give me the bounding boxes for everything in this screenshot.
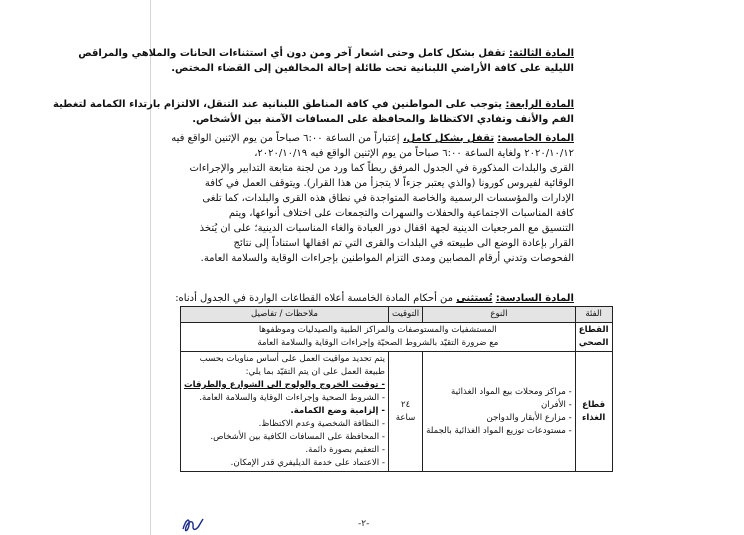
table-row-health — [181, 323, 613, 352]
article-5-line: ٢٠٢٠/١٠/١٢ ولغاية الساعة ٦:٠٠ صباحاً من يوم الإثنين الواقع فيه ٢٠٢٠/١٠/١٩، — [254, 148, 574, 159]
article-3-label: المادة الثالثة: — [508, 48, 574, 59]
food-type-item: - الأفران — [541, 399, 572, 410]
article-6-text: من أحكام المادة الخامسة أعلاه القطاعات الواردة في الجدول أدناه: — [175, 293, 454, 304]
notes-line: - الاعتماد على خدمة الديليفري قدر الإمكان. — [230, 458, 385, 468]
notes-line: - الشروط الصحية وإجراءات الوقاية والسلامة العامة. — [199, 393, 385, 403]
header-notes: ملاحظات / تفاصيل — [181, 307, 389, 323]
health-text-line: مع ضرورة التقيّد بالشروط الصحيّة وإجراءات الوقاية والسلامة العامة — [257, 338, 499, 348]
article-3 — [78, 46, 574, 76]
notes-line: - المحافظة على المسافات الكافية بين الأشخاص. — [210, 432, 385, 442]
notes-line: - التعقيم بصورة دائمة. — [305, 445, 385, 455]
article-5-emphasis: تقفل بشكل كامل، — [402, 133, 495, 144]
article-3-line: تقفل بشكل كامل وحتى اشعار آخر ومن دون أي استثناءات الحانات والملاهي والمراقص — [78, 48, 506, 59]
scan-edge-line — [150, 0, 151, 535]
notes-line-emphasis: - توقيت الخروج والولوج الى الشوارع والطرقات — [184, 380, 385, 390]
health-details-cell — [181, 323, 576, 352]
header-sector: الفئة — [575, 307, 612, 323]
food-notes-cell — [181, 352, 389, 472]
article-4-label: المادة الرابعة: — [505, 99, 574, 110]
article-6-emphasis: تُستثنى — [456, 293, 493, 304]
article-5-line: الوقائية لفيروس كورونا (والذي يعتبر جزءاً لا يتجزأ من هذا القرار). ويتوقف العمل في كافة — [204, 178, 574, 189]
food-type-item: - مزارع الأبقار والدواجن — [486, 412, 572, 423]
article-6 — [144, 291, 574, 306]
notes-line-emphasis: - إلزامية وضع الكمامة. — [290, 406, 385, 416]
header-time: التوقيت — [388, 307, 422, 323]
food-time-cell: ٢٤ ساعة — [388, 352, 422, 472]
article-4-line: الفم والأنف وتفادي الاكتظاظ والمحافظة على المسافات الآمنة بين الأشخاص. — [192, 114, 574, 125]
signature-mark — [180, 515, 206, 535]
article-5-line: الفحوصات وتدني أرقام المصابين ومدى التزام المواطنين بإجراءات الوقاية والسلامة العامة. — [200, 253, 574, 264]
health-sector-cell: القطاع الصحي — [575, 323, 612, 352]
article-5-line: الإدارات والمؤسسات الرسمية والخاصة المتواجدة في نطاق هذه القرى والبلدات، كما تلغى — [202, 193, 574, 204]
header-type: النوع — [423, 307, 576, 323]
article-5-line: القرى والبلدات المذكورة في الجدول المرفق ربطاً كما ورد من لجنة متابعة التدابير والإجراءات — [189, 163, 574, 174]
table-header-row — [181, 307, 613, 323]
exceptions-table — [180, 306, 613, 472]
health-text-line: المستشفيات والمستوصفات والمراكز الطبية والصيدليات وموظفوها — [258, 325, 497, 335]
article-4 — [53, 97, 574, 127]
article-5-line: التنسيق مع المرجعيات الدينية لجهة اقفال دور العبادة والغاء المناسبات الدينية؛ على ان يُتخذ — [199, 223, 574, 234]
article-5 — [144, 131, 574, 266]
table-row-food — [181, 352, 613, 472]
article-5-line: كافة المناسبات الاجتماعية والحفلات والسهرات والتجمعات على اختلاف أنواعها، ويتم — [228, 208, 574, 219]
article-5-label: المادة الخامسة: — [497, 133, 574, 144]
food-types-cell — [423, 352, 576, 472]
article-4-line: يتوجب على المواطنين في كافة المناطق اللبنانية عند التنقل، الالتزام بارتداء الكمامة لتغطية — [53, 99, 503, 110]
food-type-item: - مستودعات توزيع المواد الغذائية بالجملة — [426, 425, 572, 436]
article-3-line: الليلية على كافة الأراضي اللبنانية تحت طائلة إحالة المخالفين إلى القضاء المختص. — [171, 63, 574, 74]
food-sector-cell: قطاع الغذاء — [575, 352, 612, 472]
food-type-item: - مراكز ومحلات بيع المواد الغذائية — [451, 386, 572, 397]
notes-line: طبيعة العمل على ان يتم التقيّد بما يلي: — [245, 367, 385, 377]
notes-line: - النظافة الشخصية وعدم الاكتظاظ. — [258, 419, 385, 429]
article-6-label: المادة السادسة: — [495, 293, 574, 304]
page-number: -٢- — [358, 519, 370, 529]
article-5-line: إعتباراً من الساعة ٦:٠٠ صباحاً من يوم الإثنين الواقع فيه — [171, 133, 400, 144]
article-5-line: القرار بإعادة الوضع الى طبيعته في البلدات والقرى التي تم اقفالها استناداً إلى نتائج — [233, 238, 574, 249]
notes-line: يتم تحديد مواقيت العمل على أساس مناوبات بحسب — [199, 354, 385, 364]
